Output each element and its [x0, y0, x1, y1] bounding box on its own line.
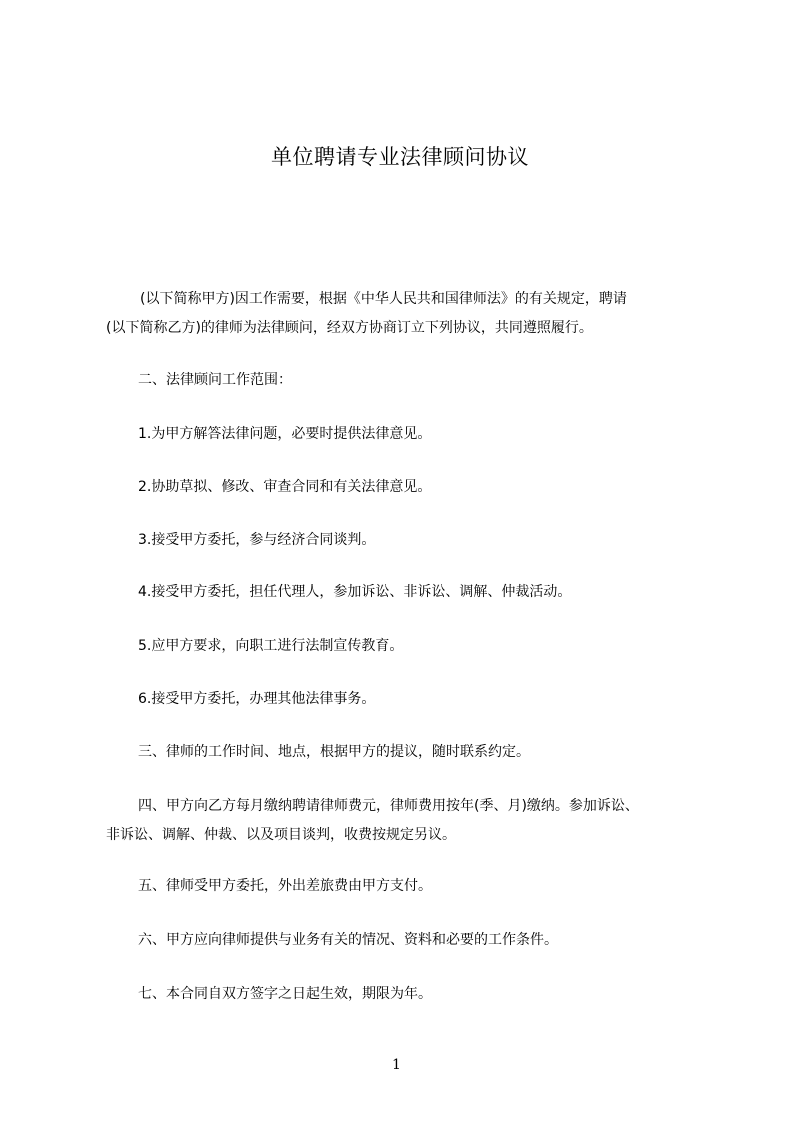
page-number: 1 [392, 1057, 401, 1073]
intro-paragraph [106, 285, 716, 343]
intro-line-1: (以下简称甲方)因工作需要，根据《中华人民共和国律师法》的有关规定，聘请 [140, 291, 627, 307]
scope-item-2: 2.协助草拟、修改、审查合同和有关法律意见。 [138, 479, 432, 495]
section-6: 六、甲方应向律师提供与业务有关的情况、资料和必要的工作条件。 [138, 932, 558, 948]
document-title: 单位聘请专业法律顾问协议 [271, 145, 529, 169]
scope-item-3: 3.接受甲方委托，参与经济合同谈判。 [138, 532, 376, 548]
section-3: 三、律师的工作时间、地点，根据甲方的提议，随时联系约定。 [138, 744, 530, 760]
section-2-heading: 二、法律顾问工作范围： [138, 372, 292, 388]
scope-item-1: 1.为甲方解答法律问题，必要时提供法律意见。 [138, 426, 432, 442]
scope-item-4: 4.接受甲方委托，担任代理人，参加诉讼、非诉讼、调解、仲裁活动。 [138, 584, 572, 600]
section-7: 七、本合同自双方签字之日起生效，期限为年。 [138, 986, 432, 1002]
section-4-line-2: 非诉讼、调解、仲裁、以及项目谈判，收费按规定另议。 [106, 827, 456, 843]
section-5: 五、律师受甲方委托，外出差旅费由甲方支付。 [138, 878, 432, 894]
section-4-paragraph [106, 792, 726, 850]
scope-item-5: 5.应甲方要求，向职工进行法制宣传教育。 [138, 638, 404, 654]
scope-item-6: 6.接受甲方委托，办理其他法律事务。 [138, 691, 376, 707]
intro-line-2: (以下简称乙方)的律师为法律顾问，经双方协商订立下列协议，共同遵照履行。 [106, 320, 593, 336]
section-4-line-1: 四、甲方向乙方每月缴纳聘请律师费元，律师费用按年(季、月)缴纳。参加诉讼、 [138, 798, 639, 814]
